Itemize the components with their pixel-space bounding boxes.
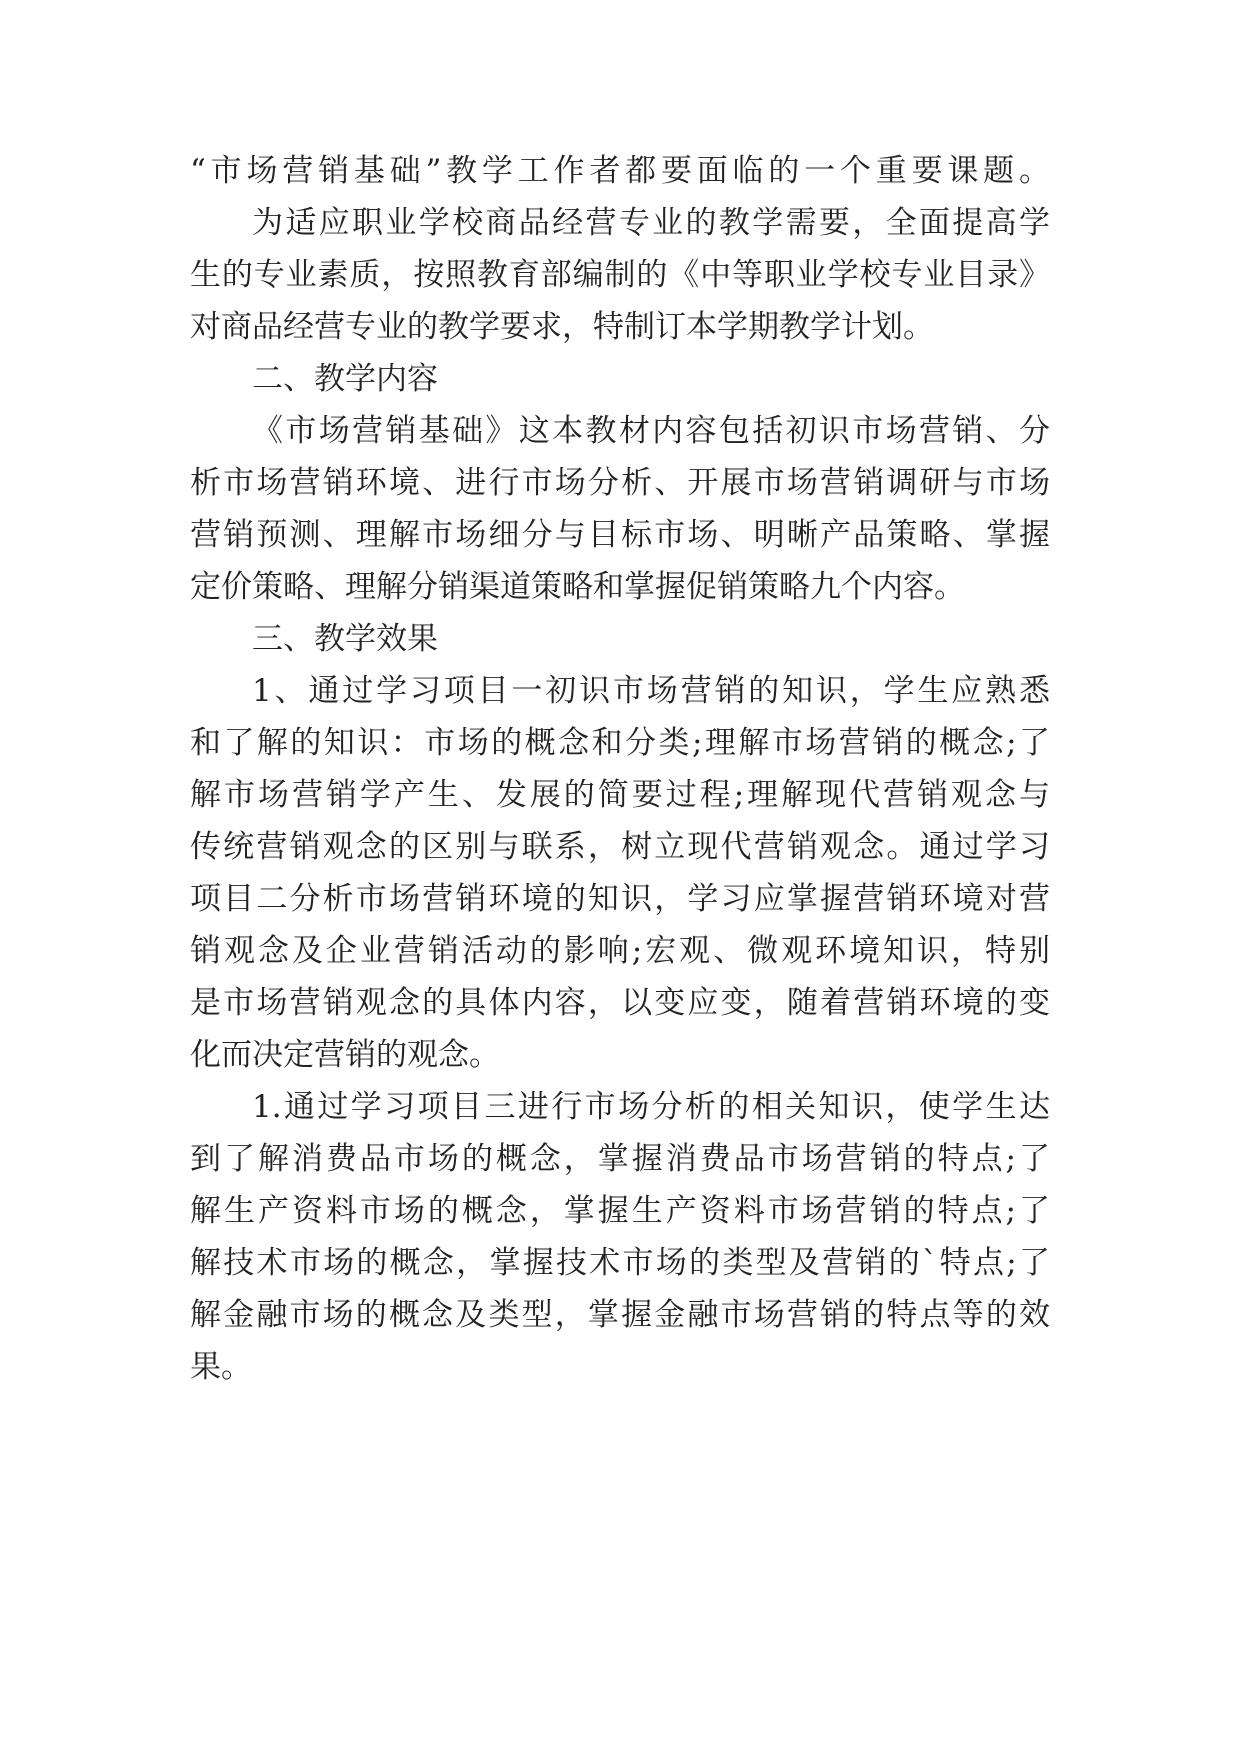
paragraph-first-line: 1.通过学习项目三进行市场分析的相关知识，使学生达 (252, 1089, 1050, 1125)
section-heading: 二、教学内容 (252, 361, 438, 397)
text-line: 对商品经营专业的教学要求，特制订本学期教学计划。 (190, 309, 934, 345)
text-line: 传统营销观念的区别与联系，树立现代营销观念。通过学习 (190, 829, 1050, 865)
text-line: 解生产资料市场的概念，掌握生产资料市场营销的特点;了 (190, 1193, 1050, 1229)
text-line: 项目二分析市场营销环境的知识，学习应掌握营销环境对营 (190, 881, 1050, 917)
text-line: 营销预测、理解市场细分与目标市场、明晰产品策略、掌握 (190, 517, 1050, 553)
text-line: 销观念及企业营销活动的影响;宏观、微观环境知识，特别 (190, 933, 1050, 969)
paragraph-first-line: 为适应职业学校商品经营专业的教学需要，全面提高学 (252, 205, 1050, 241)
text-line: 定价策略、理解分销渠道策略和掌握促销策略九个内容。 (190, 569, 965, 605)
text-line: 是市场营销观念的具体内容，以变应变，随着营销环境的变 (190, 985, 1050, 1021)
paragraph-first-line: 1、通过学习项目一初识市场营销的知识，学生应熟悉 (252, 673, 1050, 709)
text-line: 化而决定营销的观念。 (190, 1037, 500, 1073)
text-line: 和了解的知识：市场的概念和分类;理解市场营销的概念;了 (190, 725, 1050, 761)
text-line: 生的专业素质，按照教育部编制的《中等职业学校专业目录》 (190, 257, 1050, 293)
paragraph-first-line: 《市场营销基础》这本教材内容包括初识市场营销、分 (252, 413, 1050, 449)
text-line: 到了解消费品市场的概念，掌握消费品市场营销的特点;了 (190, 1141, 1050, 1177)
text-line: “市场营销基础”教学工作者都要面临的一个重要课题。 (190, 153, 1050, 189)
text-line: 析市场营销环境、进行市场分析、开展市场营销调研与市场 (190, 465, 1050, 501)
text-line: 解技术市场的概念，掌握技术市场的类型及营销的`特点;了 (190, 1245, 1050, 1281)
text-line: 解市场营销学产生、发展的简要过程;理解现代营销观念与 (190, 777, 1050, 813)
text-line: 果。 (190, 1349, 252, 1385)
section-heading: 三、教学效果 (252, 621, 438, 657)
text-line: 解金融市场的概念及类型，掌握金融市场营销的特点等的效 (190, 1297, 1050, 1333)
